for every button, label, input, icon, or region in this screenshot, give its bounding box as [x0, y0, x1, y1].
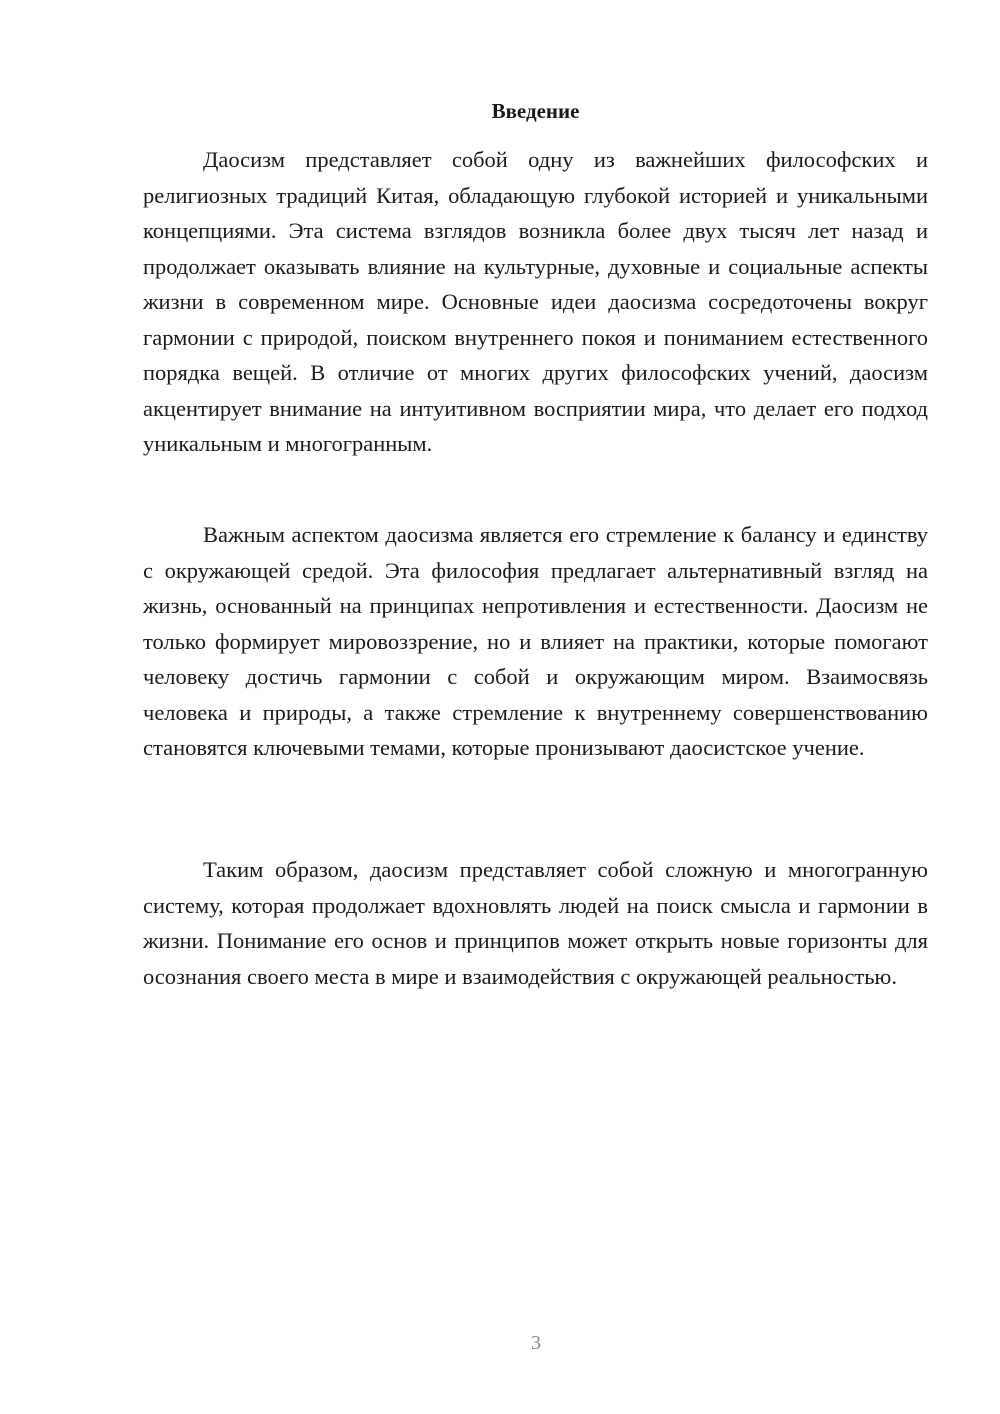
paragraph-1: Даосизм представляет собой одну из важнейших философских и религиозных традиций Китая, обладающую глубокой историей и уникальными концепциями. Эта система взглядов возникла более двух тысяч лет назад и продолжает оказывать влияние на культурные, духовные и социальные аспекты жизни в современном мире. Основные идеи даосизма сосредоточены вокруг гармонии с природой, поиском внутреннего покоя и пониманием естественного порядка вещей. В отличие от многих других философских учений, даосизм акцентирует внимание на интуитивном восприятии мира, что делает его подход уникальным и многогранным. [143, 147, 928, 456]
section-heading: Введение [491, 99, 580, 123]
page-number: 3 [531, 1332, 541, 1354]
paragraph-3: Таким образом, даосизм представляет собой сложную и многогранную систему, которая продолжает вдохновлять людей на поиск смысла и гармонии в жизни. Понимание его основ и принципов может открыть новые горизонты для осознания своего места в мире и взаимодействия с окружающей реальностью. [143, 857, 928, 989]
paragraph-2: Важным аспектом даосизма является его стремление к балансу и единству с окружающей средой. Эта философия предлагает альтернативный взгляд на жизнь, основанный на принципах непротивления и естественности. Даосизм не только формирует мировоззрение, но и влияет на практики, которые помогают человеку достичь гармонии с собой и окружающим миром. Взаимосвязь человека и природы, а также стремление к внутреннему совершенствованию становятся ключевыми темами, которые пронизывают даосистское учение. [143, 522, 928, 760]
